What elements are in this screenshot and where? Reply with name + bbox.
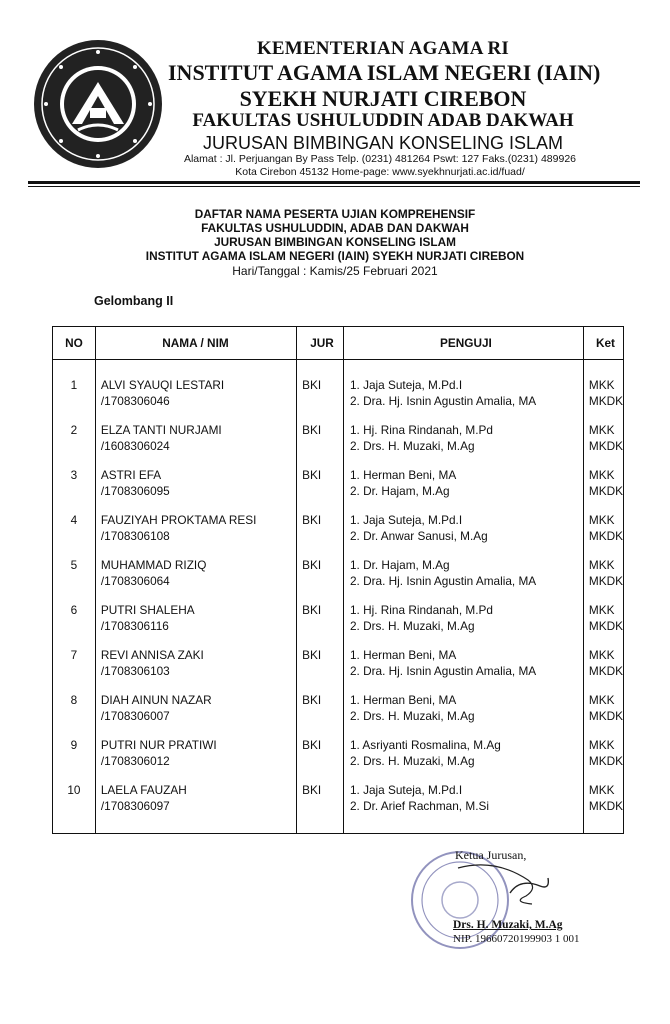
row-number: 8	[53, 693, 96, 738]
ket-cell	[583, 468, 623, 513]
examiners-cell	[343, 738, 583, 783]
examiner-2: 2. Dr. Anwar Sanusi, M.Ag	[349, 528, 488, 543]
examiner-2: 2. Dra. Hj. Isnin Agustin Amalia, MA	[349, 393, 537, 408]
participant-jur: BKI	[297, 648, 344, 693]
ket-cell	[583, 558, 623, 603]
participant-cell	[95, 603, 296, 648]
ket-cell	[583, 783, 623, 834]
ket-2: MKDK	[588, 798, 623, 813]
ministry-heading: KEMENTERIAN AGAMA RI	[256, 38, 510, 59]
ket-cell	[583, 738, 623, 783]
ket-1: MKK	[588, 468, 615, 482]
participant-name: FAUZIYAH PROKTAMA RESI	[100, 513, 257, 527]
participant-cell	[95, 360, 296, 424]
signature-label: Ketua Jurusan,	[455, 848, 527, 862]
ket-cell	[583, 360, 623, 424]
examiners-cell	[343, 693, 583, 738]
examiners-cell	[343, 603, 583, 648]
participant-cell	[95, 468, 296, 513]
examiner-1: 1. Herman Beni, MA	[349, 468, 457, 482]
ket-1: MKK	[588, 558, 615, 572]
ket-1: MKK	[588, 513, 615, 527]
participant-cell	[95, 648, 296, 693]
participant-nim: /1608306024	[100, 438, 170, 453]
participant-cell	[95, 423, 296, 468]
participant-cell	[95, 738, 296, 783]
participant-name: ELZA TANTI NURJAMI	[100, 423, 222, 437]
header-penguji: PENGUJI	[343, 327, 583, 360]
participant-name: REVI ANNISA ZAKI	[100, 648, 204, 662]
ket-1: MKK	[588, 693, 615, 707]
ket-1: MKK	[588, 423, 615, 437]
document-title-line-4: INSTITUT AGAMA ISLAM NEGERI (IAIN) SYEKH NURJATI CIREBON	[145, 249, 525, 263]
ket-1: MKK	[588, 378, 615, 392]
ket-cell	[583, 423, 623, 468]
participant-jur: BKI	[297, 558, 344, 603]
row-number: 6	[53, 603, 96, 648]
participants-table	[52, 326, 624, 834]
examiner-1: 1. Asriyanti Rosmalina, M.Ag	[349, 738, 501, 752]
ket-2: MKDK	[588, 663, 623, 678]
examiner-2: 2. Drs. H. Muzaki, M.Ag	[349, 618, 475, 633]
faculty-heading: FAKULTAS USHULUDDIN ADAB DAKWAH	[192, 110, 574, 131]
ket-1: MKK	[588, 648, 615, 662]
participant-name: PUTRI NUR PRATIWI	[100, 738, 217, 752]
header-rule-thick	[28, 181, 640, 184]
participant-jur: BKI	[297, 468, 344, 513]
participant-nim: /1708306046	[100, 393, 170, 408]
examiner-2: 2. Drs. H. Muzaki, M.Ag	[349, 708, 475, 723]
participant-jur: BKI	[297, 423, 344, 468]
participant-jur: BKI	[297, 513, 344, 558]
table-row	[53, 603, 624, 648]
ket-2: MKDK	[588, 753, 623, 768]
examiners-cell	[343, 558, 583, 603]
ket-1: MKK	[588, 738, 615, 752]
row-number: 2	[53, 423, 96, 468]
wave-label: Gelombang II	[94, 294, 174, 308]
participant-jur: BKI	[297, 360, 344, 424]
ket-2: MKDK	[588, 483, 623, 498]
ket-cell	[583, 693, 623, 738]
table-row	[53, 558, 624, 603]
table-header-row	[53, 327, 624, 360]
examiner-1: 1. Jaja Suteja, M.Pd.I	[349, 783, 463, 797]
participant-cell	[95, 783, 296, 834]
row-number: 9	[53, 738, 96, 783]
examiners-cell	[343, 648, 583, 693]
examiner-1: 1. Dr. Hajam, M.Ag	[349, 558, 450, 572]
examiners-cell	[343, 360, 583, 424]
participant-name: LAELA FAUZAH	[100, 783, 187, 797]
participant-nim: /1708306108	[100, 528, 170, 543]
examiner-1: 1. Herman Beni, MA	[349, 693, 457, 707]
participant-name: ALVI SYAUQI LESTARI	[100, 378, 225, 392]
participant-name: DIAH AINUN NAZAR	[100, 693, 212, 707]
header-no: NO	[53, 327, 96, 360]
address-line-2: Kota Cirebon 45132 Home-page: www.syekhnurjati.ac.id/fuad/	[235, 166, 525, 178]
table-row	[53, 423, 624, 468]
row-number: 10	[53, 783, 96, 834]
table-row	[53, 360, 624, 424]
participant-jur: BKI	[297, 693, 344, 738]
examiner-1: 1. Jaja Suteja, M.Pd.I	[349, 513, 463, 527]
header-rule-thin	[28, 186, 640, 187]
participant-name: MUHAMMAD RIZIQ	[100, 558, 207, 572]
signatory-name: Drs. H. Muzaki, M.Ag	[453, 919, 563, 931]
participant-jur: BKI	[297, 738, 344, 783]
signatory-nip: NIP. 19660720199903 1 001	[453, 933, 580, 945]
ket-cell	[583, 603, 623, 648]
table-row	[53, 738, 624, 783]
examiners-cell	[343, 468, 583, 513]
examiners-cell	[343, 423, 583, 468]
header-jur: JUR	[297, 327, 344, 360]
table-row	[53, 648, 624, 693]
participant-nim: /1708306007	[100, 708, 170, 723]
row-number: 5	[53, 558, 96, 603]
iain-logo	[32, 38, 164, 170]
participant-nim: /1708306064	[100, 573, 170, 588]
campus-heading: SYEKH NURJATI CIREBON	[239, 86, 527, 111]
ket-1: MKK	[588, 603, 615, 617]
row-number: 4	[53, 513, 96, 558]
examiners-cell	[343, 513, 583, 558]
participant-nim: /1708306012	[100, 753, 170, 768]
participant-nim: /1708306116	[100, 618, 169, 633]
participant-cell	[95, 513, 296, 558]
examiner-2: 2. Dra. Hj. Isnin Agustin Amalia, MA	[349, 573, 537, 588]
document-title-line-2: FAKULTAS USHULUDDIN, ADAB DAN DAKWAH	[201, 221, 469, 235]
examiner-2: 2. Dr. Arief Rachman, M.Si	[349, 798, 489, 813]
examiners-cell	[343, 783, 583, 834]
ket-cell	[583, 648, 623, 693]
table-row	[53, 693, 624, 738]
ket-2: MKDK	[588, 438, 623, 453]
ket-2: MKDK	[588, 528, 623, 543]
examiner-2: 2. Drs. H. Muzaki, M.Ag	[349, 753, 475, 768]
table-row	[53, 468, 624, 513]
examiner-1: 1. Herman Beni, MA	[349, 648, 457, 662]
participant-nim: /1708306095	[100, 483, 170, 498]
ket-2: MKDK	[588, 708, 623, 723]
row-number: 3	[53, 468, 96, 513]
header-ket: Ket	[583, 327, 623, 360]
ket-2: MKDK	[588, 393, 623, 408]
header-name-nim: NAMA / NIM	[95, 327, 296, 360]
participant-name: ASTRI EFA	[100, 468, 162, 482]
ket-1: MKK	[588, 783, 615, 797]
examiner-2: 2. Dra. Hj. Isnin Agustin Amalia, MA	[349, 663, 537, 678]
row-number: 7	[53, 648, 96, 693]
participant-jur: BKI	[297, 783, 344, 834]
participant-name: PUTRI SHALEHA	[100, 603, 195, 617]
table-row	[53, 513, 624, 558]
examiner-2: 2. Drs. H. Muzaki, M.Ag	[349, 438, 475, 453]
ket-2: MKDK	[588, 573, 623, 588]
participant-cell	[95, 558, 296, 603]
examiner-1: 1. Jaja Suteja, M.Pd.I	[349, 378, 463, 392]
department-heading: JURUSAN BIMBINGAN KONSELING ISLAM	[202, 133, 564, 153]
ket-2: MKDK	[588, 618, 623, 633]
document-title-line-1: DAFTAR NAMA PESERTA UJIAN KOMPREHENSIF	[194, 207, 476, 221]
ket-cell	[583, 513, 623, 558]
examiner-1: 1. Hj. Rina Rindanah, M.Pd	[349, 423, 493, 437]
exam-date: Hari/Tanggal : Kamis/25 Februari 2021	[232, 264, 438, 278]
table-row	[53, 783, 624, 834]
row-number: 1	[53, 360, 96, 424]
examiner-1: 1. Hj. Rina Rindanah, M.Pd	[349, 603, 493, 617]
participant-nim: /1708306103	[100, 663, 170, 678]
participant-cell	[95, 693, 296, 738]
institute-heading: INSTITUT AGAMA ISLAM NEGERI (IAIN)	[168, 60, 601, 85]
participant-nim: /1708306097	[100, 798, 170, 813]
participant-jur: BKI	[297, 603, 344, 648]
document-title-line-3: JURUSAN BIMBINGAN KONSELING ISLAM	[214, 235, 456, 249]
examiner-2: 2. Dr. Hajam, M.Ag	[349, 483, 450, 498]
address-line-1: Alamat : Jl. Perjuangan By Pass Telp. (0231) 481264 Pswt: 127 Faks.(0231) 489926	[183, 153, 577, 165]
